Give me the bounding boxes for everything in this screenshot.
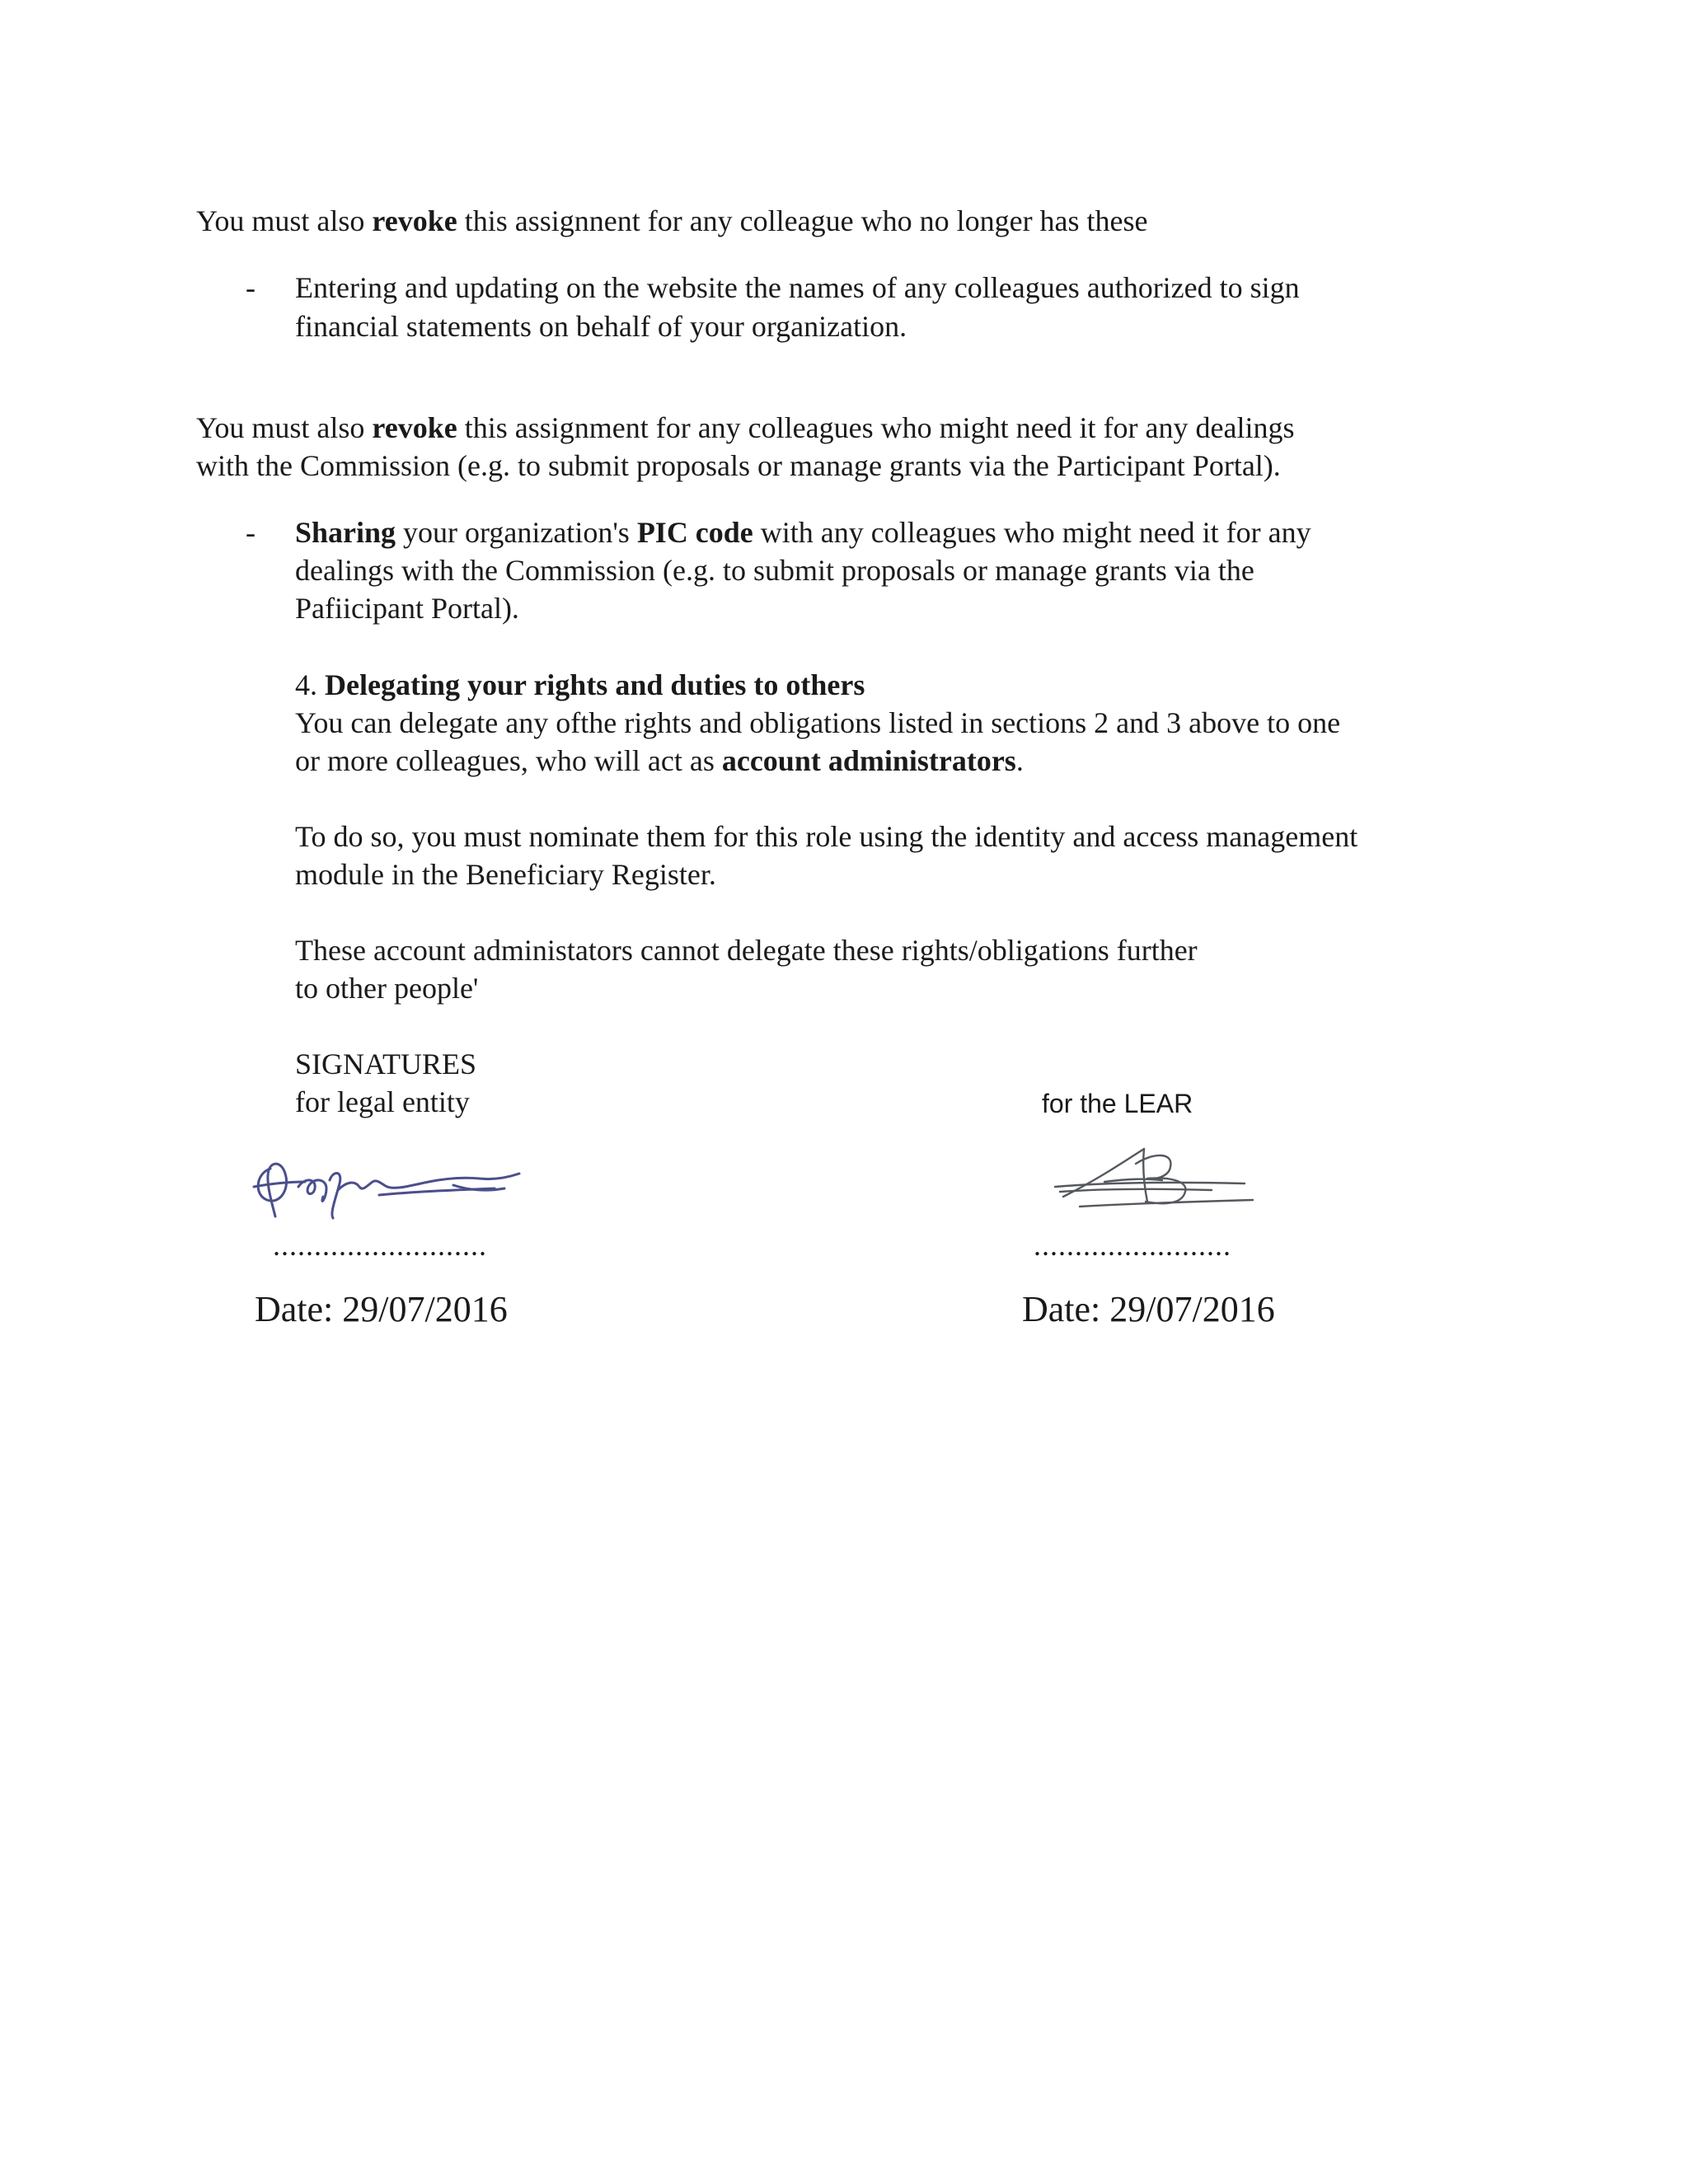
paragraph-revoke-2-line2: with the Commission (e.g. to submit proposals or manage grants via the Participant Portal). bbox=[196, 449, 1281, 482]
paragraph-revoke-2: You must also revoke this assignment for any colleagues who might need it for any dealings bbox=[196, 411, 1295, 444]
bold-sharing: Sharing bbox=[295, 516, 396, 549]
bullet-dash: - bbox=[246, 516, 256, 549]
bold-revoke: revoke bbox=[372, 411, 457, 444]
bullet2-line3: Pafiicipant Portal). bbox=[295, 592, 519, 625]
signature-line-right: ........................ bbox=[1034, 1229, 1231, 1262]
signatures-heading: SIGNATURES bbox=[295, 1047, 477, 1080]
section-4-p1-line2: or more colleagues, who will act as account administrators. bbox=[295, 744, 1024, 777]
bullet1-line2: financial statements on behalf of your organization. bbox=[295, 310, 907, 343]
section-4-p2-line1: To do so, you must nominate them for this role using the identity and access management bbox=[295, 820, 1358, 853]
date-left: Date: 29/07/2016 bbox=[255, 1289, 508, 1329]
bold-account-administrators: account administrators bbox=[721, 744, 1016, 777]
bullet2-line2: dealings with the Commission (e.g. to submit proposals or manage grants via the bbox=[295, 554, 1254, 587]
bullet1-line1: Entering and updating on the website the names of any colleagues authorized to sign bbox=[295, 271, 1300, 304]
section-4-p2-line2: module in the Beneficiary Register. bbox=[295, 858, 716, 891]
section-4-p3-line2: to other people' bbox=[295, 972, 479, 1005]
date-right: Date: 29/07/2016 bbox=[1022, 1289, 1275, 1329]
bullet2-line1: Sharing your organization's PIC code with any colleagues who might need it for any bbox=[295, 516, 1311, 549]
bold-pic-code: PIC code bbox=[636, 516, 753, 549]
signature-label-lear: for the LEAR bbox=[1042, 1089, 1193, 1118]
section-4-heading: 4. Delegating your rights and duties to others bbox=[295, 668, 865, 701]
section-4-p3-line1: These account administators cannot delegate these rights/obligations further bbox=[295, 934, 1198, 967]
bold-revoke: revoke bbox=[372, 204, 457, 237]
signature-line-left: .......................... bbox=[273, 1229, 487, 1262]
signature-lear bbox=[1047, 1131, 1261, 1221]
paragraph-revoke-1: You must also revoke this assignnent for any colleague who no longer has these bbox=[196, 204, 1148, 237]
signature-legal-entity bbox=[247, 1137, 528, 1228]
bullet-dash: - bbox=[246, 271, 256, 304]
signature-label-legal-entity: for legal entity bbox=[295, 1085, 470, 1118]
section-4-p1-line1: You can delegate any ofthe rights and obligations listed in sections 2 and 3 above to one bbox=[295, 706, 1341, 739]
